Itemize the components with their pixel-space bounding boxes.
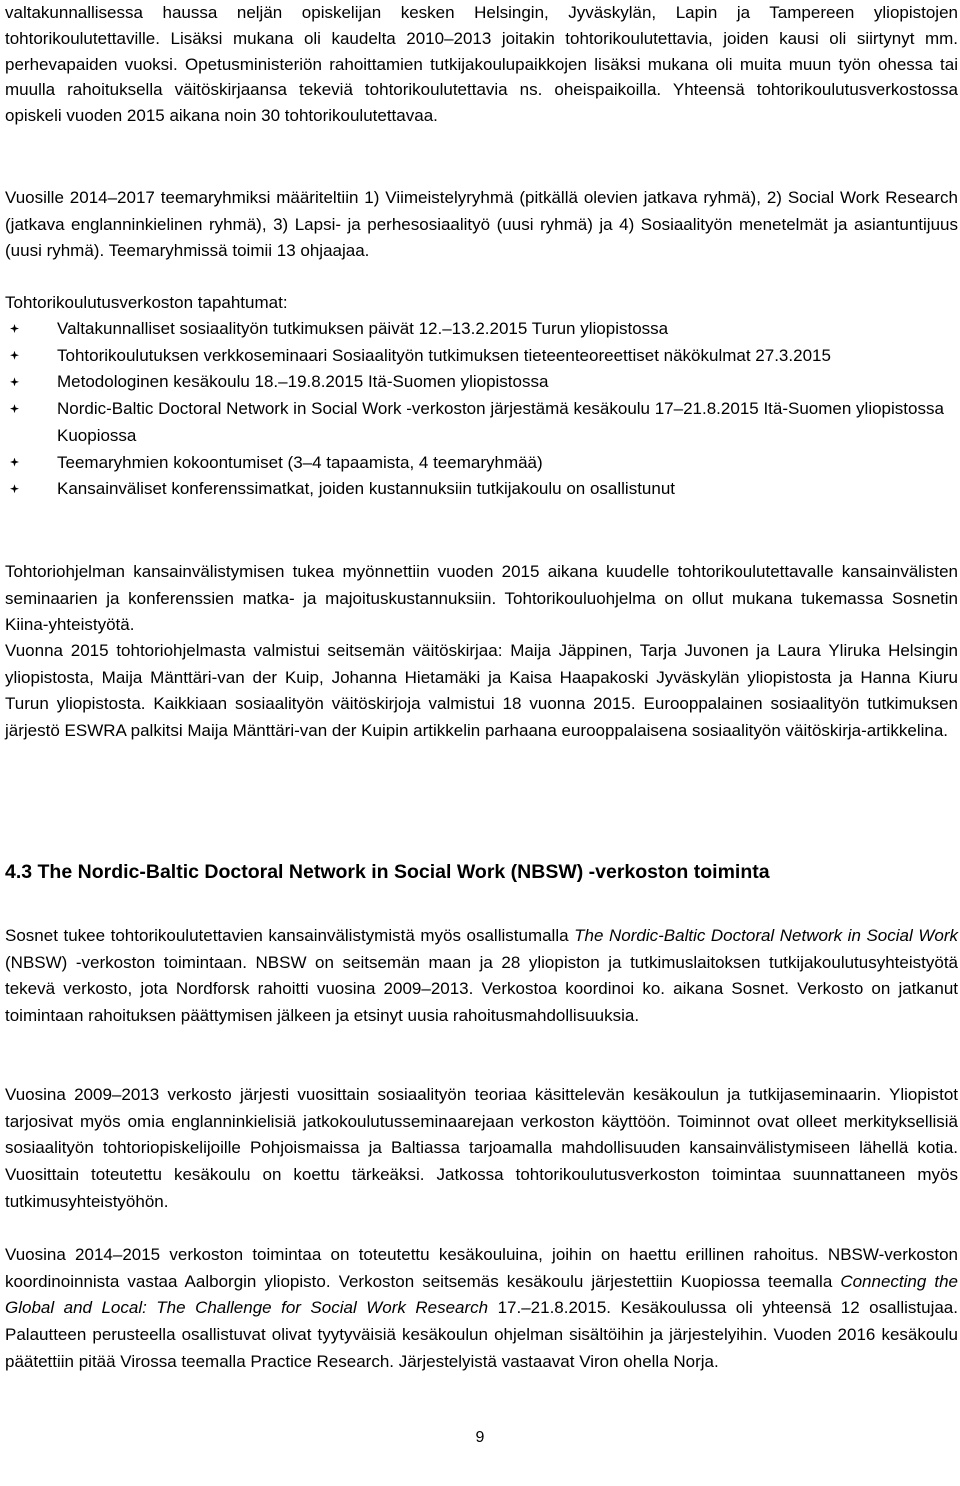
list-item: Teemaryhmien kokoontumiset (3–4 tapaamista, 4 teemaryhmää) [5,450,958,477]
list-item: Nordic-Baltic Doctoral Network in Social Work -verkoston järjestämä kesäkoulu 17–21.8.2015 Itä-Suomen yliopistossa Kuopiossa [5,396,958,449]
paragraph-summer-schools: Vuosina 2009–2013 verkosto järjesti vuosittain sosiaalityön teoriaa käsittelevän kesäkoulun ja tutkijaseminaarin. Yliopistot tarjosivat myös omia englanninkielisiä jatkokoulutusseminaarejaan verkoston käyttöön. Toiminnot ovat olleet merkityksellisiä sosiaalityön tohtoriopiskelijoille Pohjoismaissa ja Baltiassa tarjoamalla mahdollisuuden kansainvälistymiseen lähellä kotia. Vuosittain toteutettu kesäkoulu on koettu tärkeäksi. Jatkossa tohtorikoulutusverkoston toimintaa suunnattaneen myös tutkimusyhteistyöhön. [5,1085,958,1211]
page-number: 9 [475,1429,485,1446]
bullet-icon [10,324,19,333]
bullet-icon [10,484,19,493]
bullet-icon [10,377,19,386]
bullet-icon [10,458,19,467]
paragraph-nbsw-intro: Sosnet tukee tohtorikoulutettavien kansainvälistymistä myös osallistumalla The Nordic-Baltic Doctoral Network in Social Work (NBSW) -verkoston toimintaan. NBSW on seitsemän maan ja 28 yliopiston ja tutkimuslaitoksen tutkijakoulutusyhteistyötä tekevä verkosto, jota Nordforsk rahoitti vuosina 2009–2013. Verkostoa koordinoi ko. aikana Sosnet. Verkosto on jatkanut toimintaan rahoituksen päättymisen jälkeen ja etsinyt uusia rahoitusmahdollisuuksia. [5,926,958,1026]
paragraph-2014-2015: Vuosina 2014–2015 verkoston toimintaa on toteutettu kesäkouluina, joihin on haettu erillinen rahoitus. NBSW-verkoston koordinoinnista vastaa Aalborgin yliopisto. Verkoston seitsemäs kesäkoulu järjestettiin Kuopiossa teemalla Connecting the Global and Local: The Challenge for Social Work Research 17.–21.8.2015. Kesäkoulussa oli yhteensä 12 osallistujaa. Palautteen perusteella osallistuvat olivat tyytyväisiä kesäkoulun ohjelman sisältöihin ja järjestelyihin. Vuoden 2016 kesäkoulu päätettiin pitää Virossa teemalla Practice Research. Järjestelyistä vastaavat Viron ohella Norja. [5,1245,958,1371]
summer-school-theme: Connecting the Global and Local: The Challenge for Social Work Research [5,1271,958,1318]
paragraph-dissertations: Vuonna 2015 tohtoriohjelmasta valmistui seitsemän väitöskirjaa: Maija Jäppinen, Tarja Juvonen ja Laura Yliruka Helsingin yliopistosta, Maija Mänttäri-van der Kuip, Johanna Hietamäki ja Kaisa Haapakoski Jyväskylän yliopistosta ja Hanna Kiuru Turun yliopistosta. Kaikkiaan sosiaalityön väitöskirjoja valmistui 18 vuonna 2015. Eurooppalainen sosiaalityön tutkimuksen järjestö ESWRA palkitsi Maija Mänttäri-van der Kuipin artikkelin parhaana eurooppalaisena sosiaalityön väitöskirja-artikkelina. [5,641,958,741]
events-intro: Tohtorikoulutusverkoston tapahtumat: [5,293,288,312]
list-item: Metodologinen kesäkoulu 18.–19.8.2015 Itä-Suomen yliopistossa [5,369,958,396]
bullet-icon [10,351,19,360]
paragraph-internationalisation: Tohtoriohjelman kansainvälistymisen tukea myönnettiin vuoden 2015 aikana kuudelle tohtorikoulutettavalle kansainvälisten seminaarien ja konferenssien matka- ja majoituskustannuksiin. Tohtorikouluohjelma on ollut mukana tukemassa Sosnetin Kiina-yhteistyötä. [5,562,958,635]
network-name: The Nordic-Baltic Doctoral Network in Social Work [574,926,958,945]
list-item: Kansainväliset konferenssimatkat, joiden kustannuksiin tutkijakoulu on osallistunut [5,476,958,503]
section-heading: 4.3 The Nordic-Baltic Doctoral Network in Social Work (NBSW) -verkoston toiminta [5,861,770,883]
paragraph-applicants: valtakunnallisessa haussa neljän opiskelijan kesken Helsingin, Jyväskylän, Lapin ja Tampereen yliopistojen tohtorikoulutettaville. Lisäksi mukana oli kaudelta 2010–2013 joitakin tohtorikoulutettavia, joiden kausi oli siirtynyt mm. perhevapaiden vuoksi. Opetusministeriön rahoittamien tutkijakoulupaikkojen lisäksi mukana oli muita muun työn ohessa tai muulla rahoituksella väitöskirjaansa tekeviä tohtorikoulutettavia ns. oheispaikoilla. Yhteensä tohtorikoulutusverkostossa opiskeli vuoden 2015 aikana noin 30 tohtorikoulutettavaa. [5,3,958,126]
paragraph-theme-groups: Vuosille 2014–2017 teemaryhmiksi määriteltiin 1) Viimeistelyryhmä (pitkällä olevien jatkava ryhmä), 2) Social Work Research (jatkava englanninkielinen ryhmä), 3) Lapsi- ja perhesosiaalityö (uusi ryhmä) ja 4) Sosiaalityön menetelmät ja asiantuntijuus (uusi ryhmä). Teemaryhmissä toimii 13 ohjaajaa. [5,188,958,261]
events-list [5,316,958,503]
list-item: Tohtorikoulutuksen verkkoseminaari Sosiaalityön tutkimuksen tieteenteoreettiset näkökulmat 27.3.2015 [5,343,958,370]
list-item: Valtakunnalliset sosiaalityön tutkimuksen päivät 12.–13.2.2015 Turun yliopistossa [5,316,958,343]
bullet-icon [10,404,19,413]
